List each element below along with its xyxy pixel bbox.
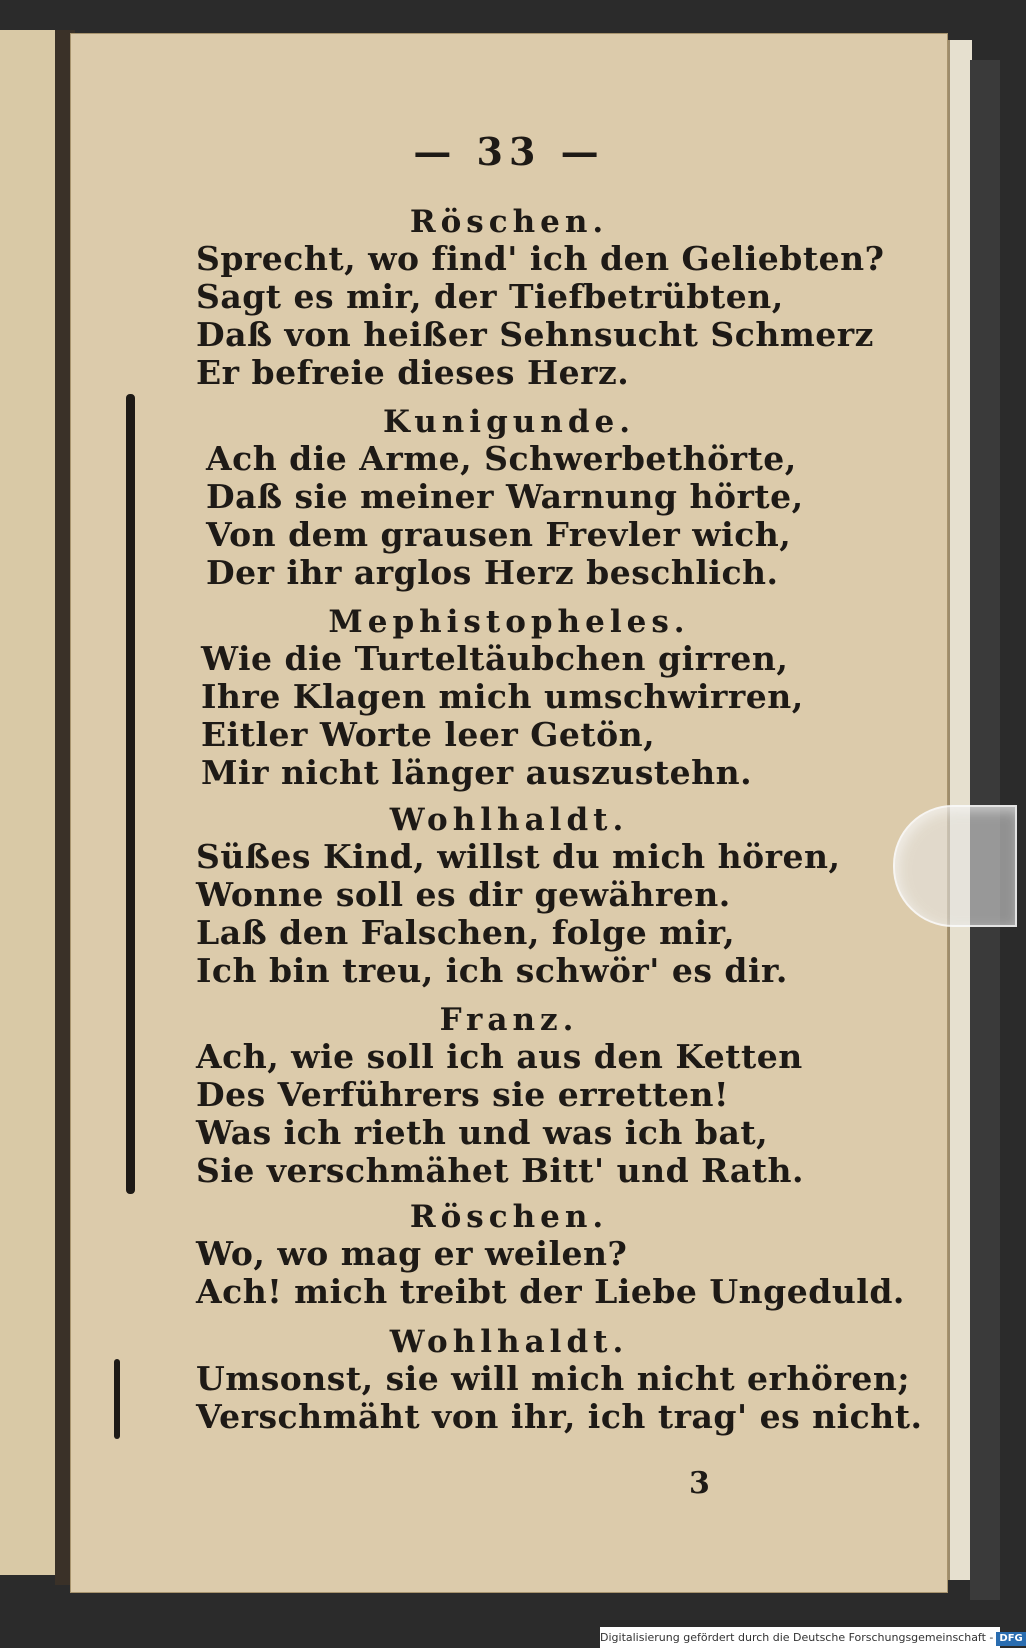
verse-line: Sagt es mir, der Tiefbetrübten,	[196, 277, 784, 316]
verse-line: Verschmäht von ihr, ich trag' es nicht.	[196, 1397, 923, 1436]
book-page	[70, 33, 948, 1593]
verse-line: Mir nicht länger auszustehn.	[201, 753, 753, 792]
verse-line: Ach die Arme, Schwerbethörte,	[206, 439, 797, 478]
speaker-name: Franz.	[439, 1002, 579, 1038]
verse-line: Süßes Kind, willst du mich hören,	[196, 837, 841, 876]
page-number: — 33 —	[413, 129, 605, 174]
ensemble-bracket	[126, 394, 135, 1194]
dfg-logo: DFG	[996, 1632, 1025, 1646]
page-clip	[893, 805, 1017, 927]
speaker-name: Mephistopheles.	[328, 604, 690, 640]
verse-line: Wonne soll es dir gewähren.	[196, 875, 731, 914]
verse-line: Des Verführers sie erretten!	[196, 1075, 729, 1114]
speaker-name: Röschen.	[409, 1199, 609, 1235]
speaker-name: Röschen.	[409, 204, 609, 240]
digitization-credit	[600, 1627, 1023, 1648]
ensemble-bracket	[114, 1359, 120, 1439]
verse-line: Von dem grausen Frevler wich,	[206, 515, 792, 554]
speaker-name: Wohlhaldt.	[389, 802, 629, 838]
verse-line: Sie verschmähet Bitt' und Rath.	[196, 1151, 804, 1190]
speaker-name: Wohlhaldt.	[389, 1324, 629, 1360]
verse-line: Ach, wie soll ich aus den Ketten	[196, 1037, 803, 1076]
verse-line: Daß von heißer Sehnsucht Schmerz	[196, 315, 874, 354]
verse-line: Ihre Klagen mich umschwirren,	[201, 677, 804, 716]
verse-line: Ich bin treu, ich schwör' es dir.	[196, 951, 788, 990]
signature-mark: 3	[689, 1466, 710, 1501]
credit-text: Digitalisierung gefördert durch die Deutsche Forschungsgemeinschaft -	[600, 1631, 994, 1644]
verse-line: Eitler Worte leer Getön,	[201, 715, 656, 754]
verse-line: Wo, wo mag er weilen?	[196, 1234, 628, 1273]
verse-line: Laß den Falschen, folge mir,	[196, 913, 736, 952]
verse-line: Wie die Turteltäubchen girren,	[201, 639, 789, 678]
verse-line: Was ich rieth und was ich bat,	[196, 1113, 769, 1152]
verse-line: Er befreie dieses Herz.	[196, 353, 630, 392]
verse-line: Daß sie meiner Warnung hörte,	[206, 477, 804, 516]
verse-line: Der ihr arglos Herz beschlich.	[206, 553, 779, 592]
speaker-name: Kunigunde.	[382, 404, 636, 440]
verse-line: Ach! mich treibt der Liebe Ungeduld.	[196, 1272, 905, 1311]
verse-line: Sprecht, wo find' ich den Geliebten?	[196, 239, 885, 278]
verse-line: Umsonst, sie will mich nicht erhören;	[196, 1359, 910, 1398]
